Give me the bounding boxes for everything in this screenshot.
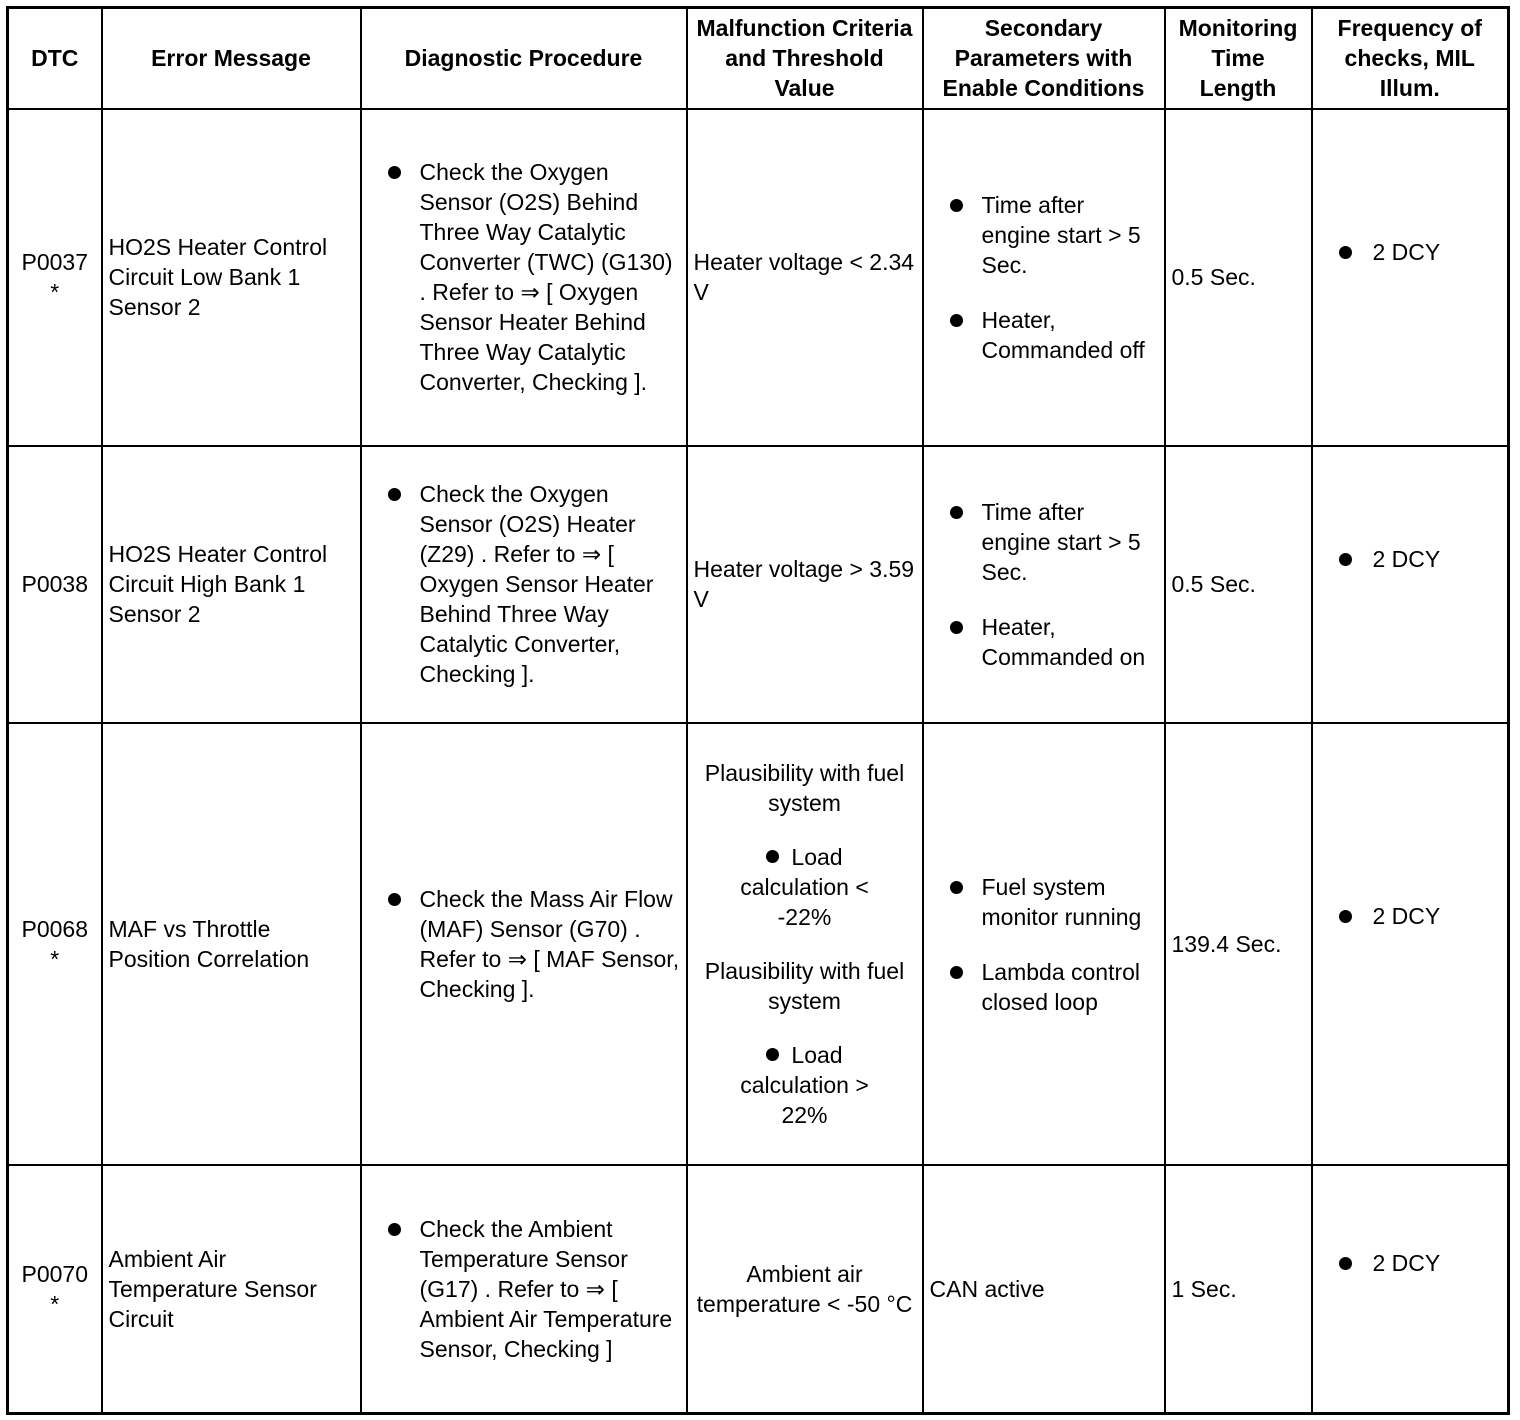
frequency-cell [1312,446,1509,723]
bullet-icon [766,850,779,863]
header-monitoring-time: Monitoring Time Length [1165,8,1312,109]
list-item [730,1040,880,1130]
malfunction-criteria-cell [687,723,923,1165]
frequency-cell [1312,723,1509,1165]
bullet-icon [388,893,401,906]
list-item [930,872,1158,932]
list-item [368,884,680,1004]
table-row [8,1165,1509,1413]
list-item [730,842,880,932]
dtc-cell [8,446,102,723]
diagnostic-procedure-cell [361,446,687,723]
list-item [1319,901,1502,931]
bullet-icon [1339,553,1352,566]
frequency-text: 2 DCY [1372,1250,1441,1277]
frequency-text: 2 DCY [1372,545,1441,572]
bullet-icon [1339,246,1352,259]
monitoring-time-cell: 139.4 Sec. [1165,723,1312,1165]
list-item [1319,1248,1502,1278]
dtc-table [6,6,1510,1415]
diagnostic-text: Check the Oxygen Sensor (O2S) Heater (Z29) . Refer to ⇒ [ Oxygen Sensor Heater Behind Three Way Catalytic Converter, Checking ]. [419,481,654,688]
diagnostic-procedure-cell [361,1165,687,1413]
list-item [368,1214,680,1364]
bullet-icon [766,1048,779,1061]
bullet-icon [1339,910,1352,923]
secondary-parameters-cell: CAN active [923,1165,1165,1413]
dtc-code: P0068 [21,916,88,943]
header-malfunction-criteria: Malfunction Criteria and Threshold Value [687,8,923,109]
malfunction-heading: Plausibility with fuel system [704,760,905,817]
dtc-code: P0038 [21,571,88,598]
error-message-cell: Ambient Air Temperature Sensor Circuit [102,1165,361,1413]
dtc-star: * [50,1291,60,1318]
list-item [1319,237,1502,267]
dtc-star: * [50,279,60,306]
header-frequency: Frequency of checks, MIL Illum. [1312,8,1509,109]
dtc-code: P0070 [21,1261,88,1288]
header-secondary-parameters: Secondary Parameters with Enable Conditions [923,8,1165,109]
header-diagnostic-procedure: Diagnostic Procedure [361,8,687,109]
table-row [8,723,1509,1165]
secondary-text: Time after engine start > 5 Sec. [981,191,1141,278]
list-item [930,612,1158,672]
diagnostic-procedure-cell [361,723,687,1165]
bullet-icon [950,199,963,212]
error-message-cell: HO2S Heater Control Circuit High Bank 1 Sensor 2 [102,446,361,723]
malfunction-item: Load calculation > 22% [740,1042,869,1129]
secondary-parameters-cell [923,109,1165,446]
frequency-cell [1312,109,1509,446]
list-item [930,190,1158,280]
bullet-icon [388,488,401,501]
diagnostic-text: Check the Ambient Temperature Sensor (G17) . Refer to ⇒ [ Ambient Air Temperature Sensor, Checking ] [419,1216,673,1363]
diagnostic-text: Check the Oxygen Sensor (O2S) Behind Three Way Catalytic Converter (TWC) (G130) . Refer to ⇒ [ Oxygen Sensor Heater Behind Three Way Catalytic Converter, Checking ]. [419,159,673,396]
bullet-icon [950,621,963,634]
dtc-cell [8,1165,102,1413]
monitoring-time-cell: 0.5 Sec. [1165,109,1312,446]
frequency-text: 2 DCY [1372,902,1441,929]
malfunction-heading: Plausibility with fuel system [704,958,905,1015]
bullet-icon [950,881,963,894]
list-item [930,497,1158,587]
bullet-icon [950,314,963,327]
bullet-icon [950,506,963,519]
header-row [8,8,1509,109]
secondary-text: Heater, Commanded off [981,306,1145,363]
table-row [8,446,1509,723]
malfunction-criteria-cell: Heater voltage < 2.34 V [687,109,923,446]
list-item [1319,544,1502,574]
bullet-icon [1339,1257,1352,1270]
diagnostic-text: Check the Mass Air Flow (MAF) Sensor (G70) . Refer to ⇒ [ MAF Sensor, Checking ]. [419,886,680,1003]
list-item [368,157,680,397]
malfunction-item: Load calculation < -22% [740,844,869,931]
bullet-icon [950,966,963,979]
monitoring-time-cell: 0.5 Sec. [1165,446,1312,723]
list-item [368,479,680,689]
secondary-text: Lambda control closed loop [981,958,1141,1015]
frequency-cell [1312,1165,1509,1413]
list-item [930,957,1158,1017]
frequency-text: 2 DCY [1372,238,1441,265]
bullet-icon [388,1223,401,1236]
secondary-text: Time after engine start > 5 Sec. [981,498,1141,585]
dtc-cell [8,723,102,1165]
list-item [930,305,1158,365]
secondary-parameters-cell [923,723,1165,1165]
header-error-message: Error Message [102,8,361,109]
monitoring-time-cell: 1 Sec. [1165,1165,1312,1413]
table-row [8,109,1509,446]
secondary-parameters-cell [923,446,1165,723]
dtc-star: * [50,946,60,973]
error-message-cell: HO2S Heater Control Circuit Low Bank 1 Sensor 2 [102,109,361,446]
dtc-cell [8,109,102,446]
header-dtc: DTC [8,8,102,109]
bullet-icon [388,166,401,179]
malfunction-criteria-cell: Ambient air temperature < -50 °C [687,1165,923,1413]
diagnostic-procedure-cell [361,109,687,446]
secondary-text: Heater, Commanded on [981,613,1146,670]
error-message-cell: MAF vs Throttle Position Correlation [102,723,361,1165]
dtc-code: P0037 [21,249,88,276]
secondary-text: Fuel system monitor running [981,873,1142,930]
malfunction-criteria-cell: Heater voltage > 3.59 V [687,446,923,723]
